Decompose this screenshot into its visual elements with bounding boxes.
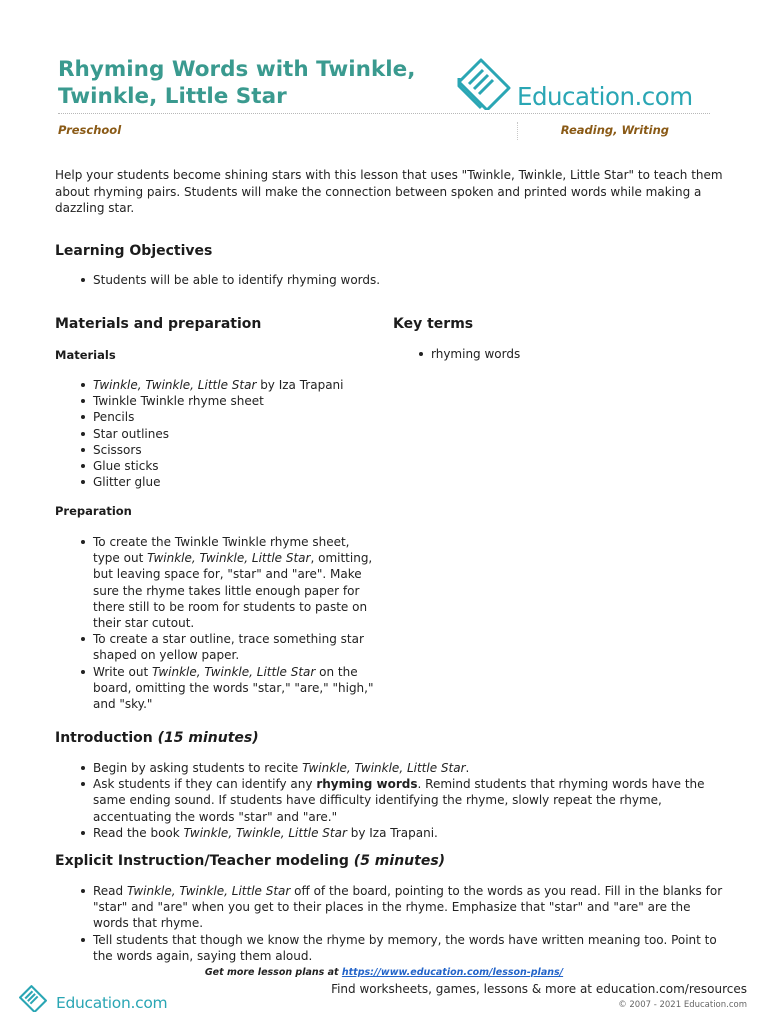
list-item: To create a star outline, trace something star shaped on yellow paper. [55, 631, 375, 663]
book-title: Twinkle, Twinkle, Little Star [302, 761, 466, 775]
list-item: Glue sticks [55, 458, 375, 474]
list-item-text: , omitting, but leaving space for, "star" and "are". Make sure the rhyme takes little enough paper for there still to be room for students to paste on their star cutout. [93, 551, 373, 631]
more-lesson-plans [0, 967, 768, 978]
list-item-text: Begin by asking students to recite [93, 761, 303, 775]
introduction-duration: (15 minutes) [157, 730, 259, 746]
materials-heading: Materials [55, 348, 116, 362]
list-item: Students will be able to identify rhyming words. [55, 272, 715, 288]
footer-logo-text: Education.com [56, 994, 168, 1012]
grade-label: Preschool [58, 123, 122, 137]
list-item [55, 825, 725, 841]
footer-logo[interactable] [18, 984, 168, 1016]
resources-text: Find worksheets, games, lessons & more at education.com/resources [331, 982, 747, 996]
explicit-instruction-duration: (5 minutes) [353, 853, 446, 869]
list-item-text: . Remind students that rhyming words have the same ending sound. If students have difficulty identifying the rhyme, slowly repeat the rhyme, accentuating the words "star" and "are." [93, 777, 705, 824]
title-line-2: Twinkle, Little Star [58, 84, 287, 109]
list-item: Star outlines [55, 426, 375, 442]
list-item [55, 776, 725, 825]
education-logo-icon [455, 56, 513, 110]
list-item: Scissors [55, 442, 375, 458]
materials-preparation-heading: Materials and preparation [55, 316, 262, 332]
lesson-plans-link[interactable]: https://www.education.com/lesson-plans/ [341, 967, 564, 978]
footer-logo-icon [18, 984, 48, 1012]
copyright-text: © 2007 - 2021 Education.com [618, 1000, 747, 1010]
list-item-text: off of the board, pointing to the words as you read. Fill in the blanks for "star" and "are" when you get to their places in the rhyme. Emphasize that "star" and "are" are the words that rhyme. [93, 884, 723, 931]
list-item-text: Read [93, 884, 127, 898]
explicit-instruction-heading-text: Explicit Instruction/Teacher modeling [55, 853, 349, 869]
book-title: Twinkle, Twinkle, Little Star [151, 664, 316, 679]
title-line-1: Rhyming Words with Twinkle, [58, 57, 416, 82]
key-terms-list [393, 346, 713, 362]
preparation-list [55, 534, 375, 712]
introduction-list [55, 760, 725, 841]
list-item-text: To create the Twinkle Twinkle rhyme sheet, type out [93, 535, 350, 566]
explicit-instruction-heading [55, 853, 445, 869]
list-item: Tell students that though we know the rhyme by memory, the words have written meaning too. Point to the words again, saying them aloud. [55, 932, 725, 964]
list-item [55, 534, 375, 631]
book-title: Twinkle, Twinkle, Little Star [126, 884, 291, 898]
explicit-instruction-list [55, 883, 725, 964]
book-title: Twinkle, Twinkle, Little Star [147, 551, 311, 566]
header-divider [58, 113, 710, 114]
materials-list [55, 377, 375, 490]
list-item-text: by Iza Trapani [256, 378, 344, 392]
more-lesson-plans-text: Get more lesson plans at [204, 967, 342, 978]
list-item: Glitter glue [55, 474, 375, 490]
list-item-text: Ask students if they can identify any [93, 777, 317, 792]
list-item [55, 883, 725, 932]
list-item: rhyming words [393, 346, 713, 362]
list-item-text: by Iza Trapani. [346, 825, 438, 840]
introduction-heading [55, 730, 259, 746]
list-item: Pencils [55, 409, 375, 425]
lesson-intro: Help your students become shining stars with this lesson that uses "Twinkle, Twinkle, Little Star" to teach them about rhyming pairs. Students will make the connection between spoken and printed words while making a dazzling star. [55, 168, 723, 215]
header-vertical-divider [517, 122, 518, 140]
list-item [55, 377, 375, 393]
learning-objectives-list [55, 272, 715, 288]
key-terms-heading: Key terms [393, 316, 474, 332]
subject-label: Reading, Writing [560, 123, 669, 137]
list-item-text: . [465, 761, 470, 775]
learning-objectives-heading: Learning Objectives [55, 243, 213, 259]
list-item-text: on the board, omitting the words "star," "are," "high," and "sky." [93, 664, 374, 712]
preparation-heading: Preparation [55, 504, 132, 518]
book-title: Twinkle, Twinkle, Little Star [93, 378, 257, 392]
list-item [55, 664, 375, 713]
list-item [55, 760, 725, 776]
lesson-title [58, 56, 438, 110]
key-term: rhyming words [316, 777, 418, 792]
education-logo-text: Education.com [517, 82, 693, 111]
list-item-text: Read the book [93, 825, 184, 840]
list-item-text: Write out [93, 664, 152, 679]
book-title: Twinkle, Twinkle, Little Star [183, 825, 347, 840]
list-item: Twinkle Twinkle rhyme sheet [55, 393, 375, 409]
introduction-heading-text: Introduction [55, 730, 153, 746]
